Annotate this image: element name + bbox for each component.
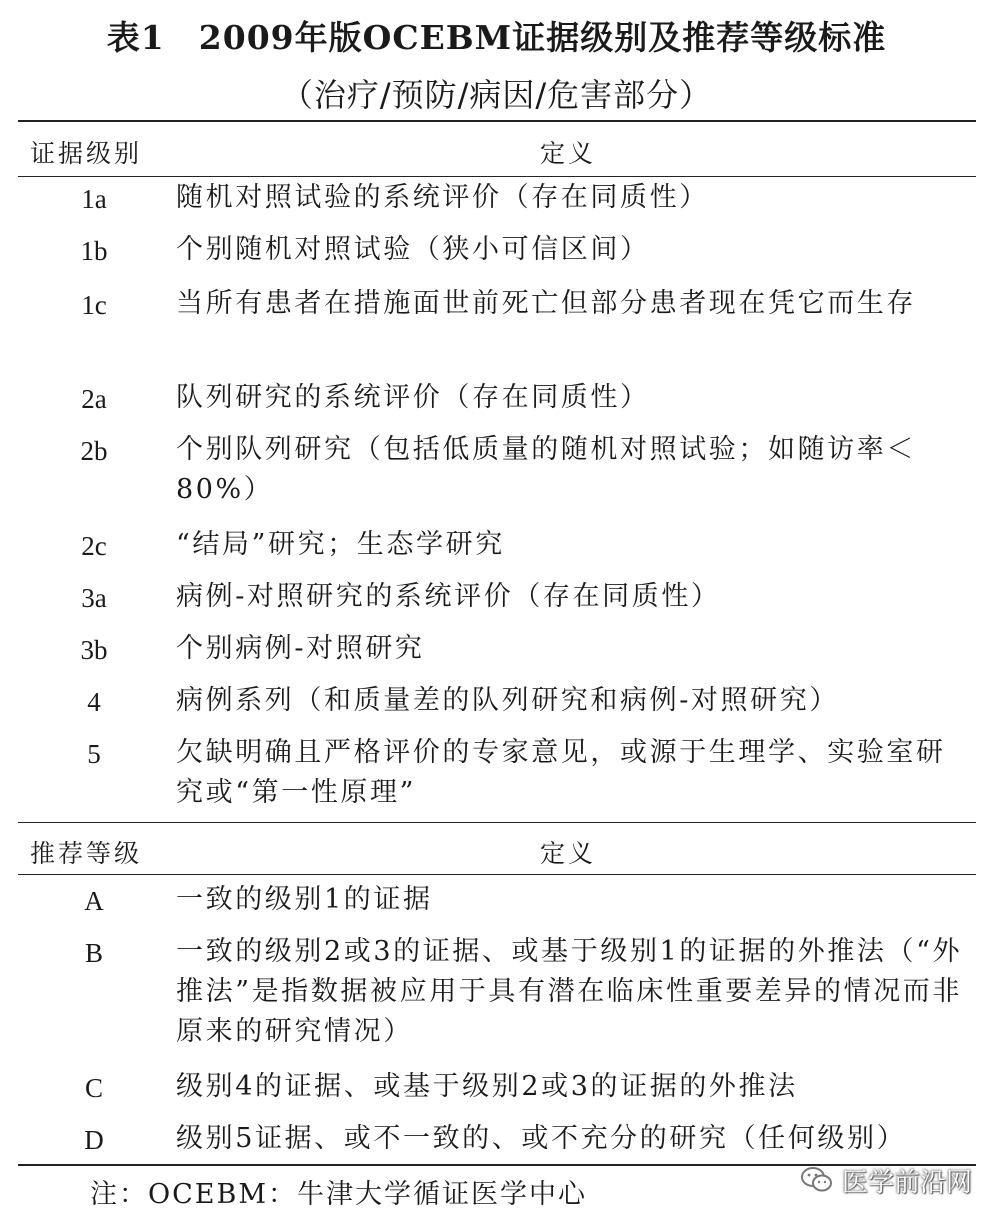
- level-cell: C: [84, 1073, 103, 1103]
- level-cell: 2c: [81, 531, 107, 561]
- table-subtitle: （治疗/预防/病因/危害部分）: [280, 76, 713, 114]
- top-rule: [18, 120, 976, 122]
- definition-cell: 级别5证据、或不一致的、或不充分的研究（任何级别）: [176, 1123, 907, 1154]
- evidence-definition-header: 定义: [540, 139, 597, 168]
- definition-cell: 病例系列（和质量差的队列研究和病例-对照研究）: [176, 685, 839, 716]
- definition-cell: 欠缺明确且严格评价的专家意见，或源于生理学、实验室研究或“第一性原理”: [176, 737, 946, 808]
- recommendation-header-rule: [18, 874, 976, 875]
- definition-cell: 级别4的证据、或基于级别2或3的证据的外推法: [176, 1071, 798, 1102]
- definition-cell: 个别病例-对照研究: [176, 633, 425, 664]
- definition-cell: “结局”研究；生态学研究: [176, 529, 505, 560]
- level-cell: A: [84, 886, 104, 916]
- table-title-text: 2009年版OCEBM证据级别及推荐等级标准: [198, 18, 887, 57]
- definition-cell: 个别队列研究（包括低质量的随机对照试验；如随访率＜80%）: [176, 434, 916, 505]
- level-cell: B: [84, 938, 103, 968]
- definition-cell: 随机对照试验的系统评价（存在同质性）: [176, 182, 709, 213]
- level-cell: 4: [87, 687, 101, 717]
- recommendation-level-header: 推荐等级: [30, 839, 143, 868]
- level-cell: D: [84, 1125, 104, 1155]
- section-divider-rule: [18, 822, 976, 823]
- level-cell: 3b: [80, 635, 108, 665]
- level-cell: 2a: [81, 384, 107, 414]
- level-cell: 5: [87, 739, 101, 769]
- level-cell: 3a: [81, 583, 107, 613]
- table-number: 表1: [106, 18, 165, 57]
- level-cell: 1c: [81, 290, 107, 320]
- definition-cell: 当所有患者在措施面世前死亡但部分患者现在凭它而生存: [176, 288, 916, 319]
- table-title: [0, 12, 993, 59]
- definition-cell: 个别随机对照试验（狭小可信区间）: [176, 234, 650, 265]
- definition-cell: 一致的级别1的证据: [176, 884, 433, 915]
- evidence-header-rule: [18, 176, 976, 177]
- definition-cell: 一致的级别2或3的证据、或基于级别1的证据的外推法（“外推法”是指数据被应用于具有潜在临床性重要差异的情况而非原来的研究情况）: [176, 936, 963, 1047]
- watermark: [800, 1160, 972, 1200]
- definition-cell: 病例-对照研究的系统评价（存在同质性）: [176, 581, 721, 612]
- wechat-icon: [800, 1166, 834, 1194]
- recommendation-definition-header: 定义: [540, 839, 597, 868]
- level-cell: 2b: [80, 436, 108, 466]
- level-cell: 1b: [80, 236, 108, 266]
- evidence-level-header: 证据级别: [30, 139, 143, 168]
- watermark-text: 医学前沿网: [842, 1167, 973, 1198]
- table-footnote: 注：OCEBM：牛津大学循证医学中心: [90, 1179, 587, 1210]
- definition-cell: 队列研究的系统评价（存在同质性）: [176, 382, 650, 413]
- level-cell: 1a: [81, 184, 107, 214]
